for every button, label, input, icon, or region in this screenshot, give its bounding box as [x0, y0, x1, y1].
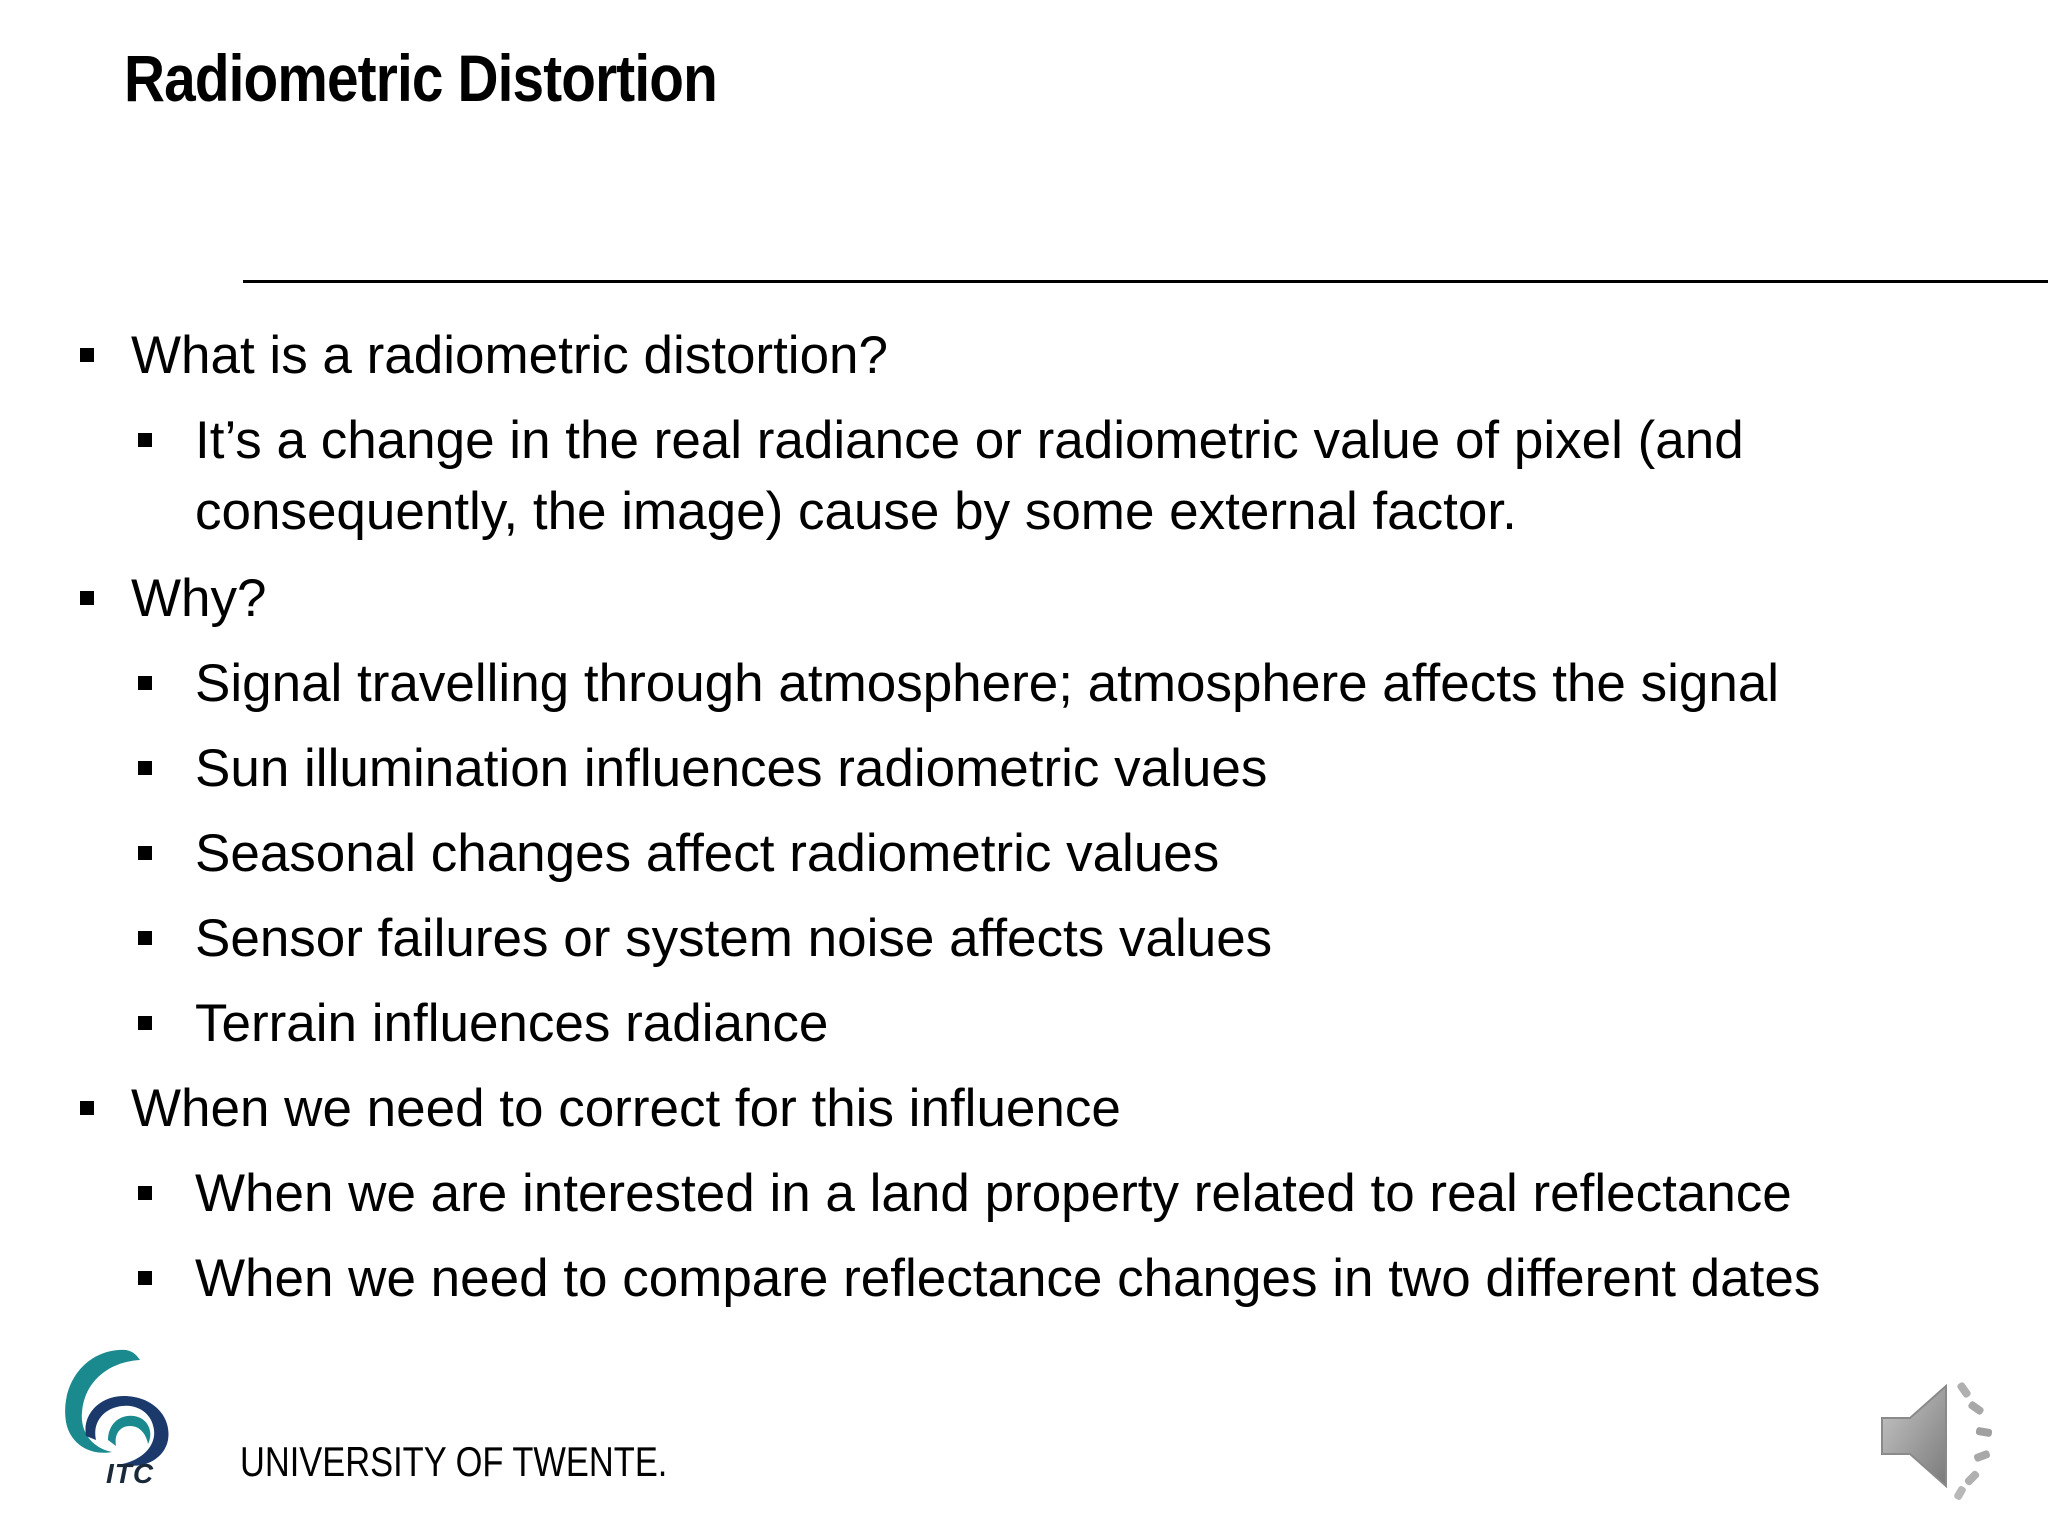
bullet-marker [138, 676, 152, 690]
sub-bullet-item: It’s a change in the real radiance or radiometric value of pixel (and [195, 411, 1744, 470]
bullet-marker [138, 1271, 152, 1285]
bullet-marker [138, 433, 152, 447]
university-name: UNIVERSITY OF TWENTE. [240, 1438, 668, 1485]
bullet-marker [138, 761, 152, 775]
sub-bullet-continuation: consequently, the image) cause by some external factor. [195, 482, 1517, 541]
sub-bullet-item: Signal travelling through atmosphere; atmosphere affects the signal [195, 654, 1780, 713]
bullet-marker [80, 591, 94, 605]
bullet-item: When we need to correct for this influence [131, 1079, 1121, 1138]
bullet-item: What is a radiometric distortion? [131, 326, 889, 385]
bullet-marker [80, 1101, 94, 1115]
bullet-item: Why? [131, 569, 267, 628]
sub-bullet-item: Sensor failures or system noise affects values [195, 909, 1273, 968]
bullet-marker [138, 931, 152, 945]
bullet-marker [138, 846, 152, 860]
bullet-marker [138, 1186, 152, 1200]
speaker-icon[interactable] [1876, 1368, 2012, 1504]
sub-bullet-item: Sun illumination influences radiometric values [195, 739, 1268, 798]
title-divider [243, 280, 2048, 283]
bullet-marker [80, 348, 94, 362]
sub-bullet-item: Seasonal changes affect radiometric values [195, 824, 1220, 883]
sub-bullet-item: When we are interested in a land property related to real reflectance [195, 1164, 1792, 1223]
sub-bullet-item: When we need to compare reflectance changes in two different dates [195, 1249, 1821, 1308]
bullet-marker [138, 1016, 152, 1030]
logo-text: ITC [106, 1458, 155, 1489]
sub-bullet-item: Terrain influences radiance [195, 994, 829, 1053]
slide-title: Radiometric Distortion [124, 41, 717, 115]
